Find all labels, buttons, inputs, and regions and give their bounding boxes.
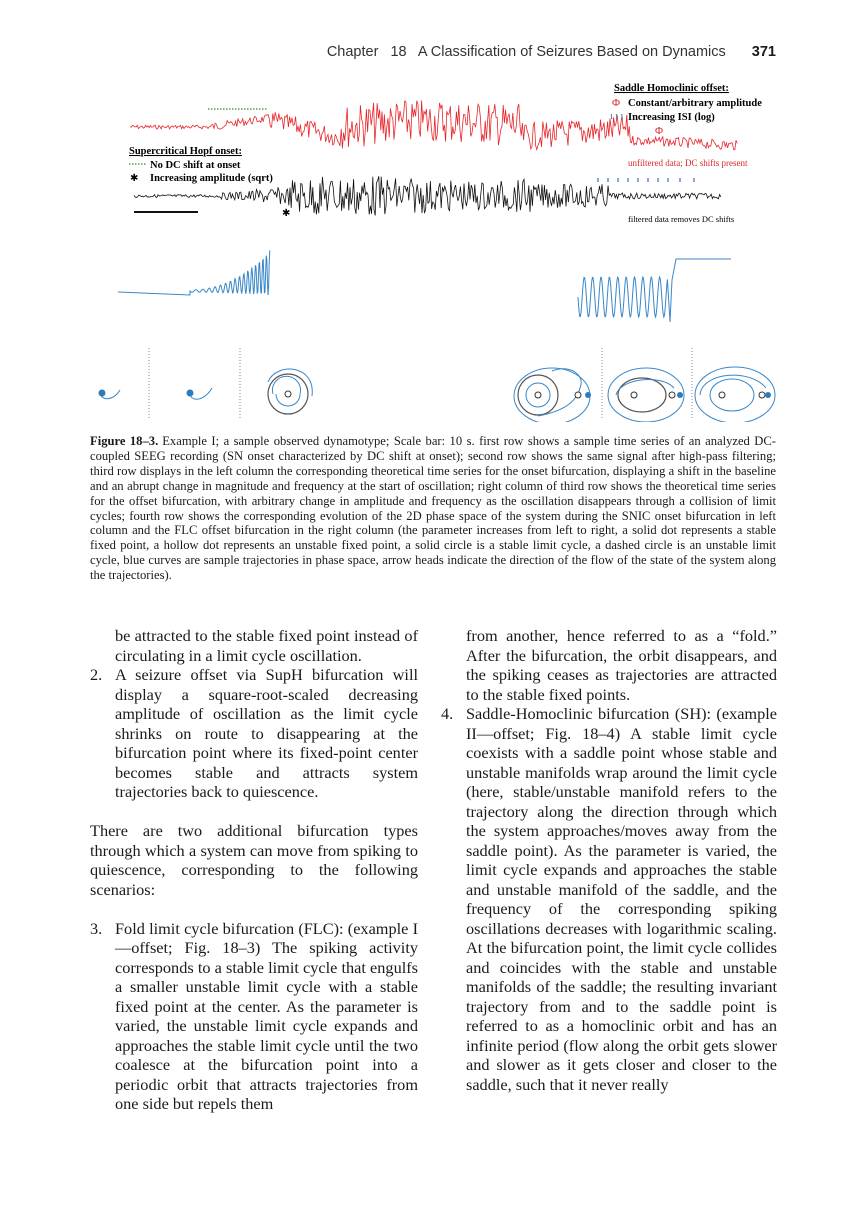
asterisk-marker-2: ✱ (282, 208, 291, 219)
isi-marker: ı ı ı (610, 111, 624, 122)
isi-tick-marks (598, 178, 694, 182)
caption-label: Figure 18–3. (90, 434, 159, 448)
black-note: filtered data removes DC shifts (628, 214, 735, 224)
phase-portrait-3 (268, 369, 312, 414)
phi-marker: Φ (612, 97, 621, 109)
list-number: 4. (441, 704, 454, 723)
list-item-text: Fold limit cycle bifurcation (FLC): (example I—offset; Fig. 18–3) The spiking activity corresponds to a stable limit cycle that engulfs a smaller unstable limit cycle with a stable fixed point at the center. As the parameter is varied, the unstable limit cycle expands and approaches the stable limit cycle until the two coalesce at the bifurcation point into a periodic orbit that attracts trajectories from one side but repels them (115, 918, 418, 1113)
left-column (90, 626, 418, 1114)
offset-theoretical-series (578, 259, 731, 322)
left-legend-title: Supercritical Hopf onset: (129, 146, 242, 157)
list-item-text: A seizure offset via SupH bifurcation will display a square-root-scaled decreasing amplitude of oscillation as the limit cycle shrinks on route to disappearing at the bifurcation point where its fixed-point center becomes stable and attracts system trajectories back to quiescence. (115, 665, 418, 801)
list-item-3 (90, 919, 418, 1114)
list-item-text: Saddle-Homoclinic bifurcation (SH): (example II—offset; Fig. 18–4) A stable limit cycle coexists with a saddle point whose stable and unstable manifolds wrap around the limit cycle (here, stable/unstable manifold refers to the trajectory along the direction through which the system approaches/moves away from the saddle point). As the parameter is varied, the limit cycle expands and approaches the stable and unstable manifold of the saddle, and the frequency of the corresponding spiking oscillations decreases with logarithmic scaling. At the bifurcation point, the limit cycle collides and coincides with the stable and unstable manifolds of the saddle; the resulting invariant trajectory from and to the saddle point is referred to as a homoclinic orbit and has an infinite period (flow along the orbit gets slower and slower as it gets closer and closer to the saddle, such that it never really (466, 704, 777, 1094)
left-legend-item2: Increasing amplitude (sqrt) (150, 173, 273, 184)
phase-portrait-1 (99, 390, 121, 399)
stable-fixed-point (765, 392, 771, 398)
figure-caption (90, 434, 776, 583)
body-paragraph: There are two additional bifurcation types through which a system can move from spiking to quiescence, corresponding to the following scenarios: (90, 821, 418, 899)
unstable-fixed-point (719, 392, 725, 398)
unstable-fixed-point (285, 391, 291, 397)
stable-fixed-point (99, 390, 106, 397)
phi-marker-2: Φ (655, 125, 664, 137)
left-legend-item1: No DC shift at onset (150, 160, 241, 171)
continuation-paragraph: be attracted to the stable fixed point instead of circulating in a limit cycle oscillation. (115, 626, 418, 665)
saddle-point (759, 392, 765, 398)
unstable-fixed-point (535, 392, 541, 398)
right-legend-item2: Increasing ISI (log) (628, 112, 715, 123)
right-legend-item1: Constant/arbitrary amplitude (628, 98, 762, 109)
unstable-fixed-point (631, 392, 637, 398)
continuation-paragraph: from another, hence referred to as a “fold.” After the bifurcation, the orbit disappears, and the spiking ceases as trajectories are attracted to the stable fixed points. (466, 626, 777, 704)
running-header (0, 44, 776, 68)
right-column (441, 626, 777, 1094)
red-note: unfiltered data; DC shifts present (628, 158, 748, 168)
phase-portrait-5 (608, 368, 684, 422)
list-number: 2. (90, 665, 103, 684)
asterisk-marker: ✱ (130, 173, 139, 184)
stable-fixed-point (677, 392, 683, 398)
phase-portrait-4 (514, 368, 591, 422)
right-legend-title: Saddle Homoclinic offset: (614, 83, 729, 94)
chapter-title: Chapter 18 A Classification of Seizures Based on Dynamics (326, 44, 726, 60)
figure-canvas (90, 82, 780, 422)
list-item-4 (441, 704, 777, 1094)
onset-theoretical-series (118, 250, 270, 295)
page-number: 371 (751, 44, 776, 60)
list-number: 3. (90, 918, 103, 938)
figure-18-3 (90, 82, 780, 422)
phase-portrait-6 (695, 367, 775, 422)
list-item-2 (90, 665, 418, 802)
stable-fixed-point (187, 390, 194, 397)
stable-fixed-point (585, 392, 591, 398)
saddle-point (575, 392, 581, 398)
caption-text: Example I; a sample observed dynamotype; Scale bar: 10 s. first row shows a sample time series of an analyzed DC-coupled SEEG recording (SN onset characterized by DC shift at onset); second row shows the same signal after high-pass filtering; third row displays in the left column the corresponding theoretical time series for the onset bifurcation, displaying a shift in the baseline and an abrupt change in magnitude and frequency at the start of oscillation; right column of third row shows the theoretical time series for the offset bifurcation, with arbitrary change in amplitude and frequency as the oscillation disappears through a collision of limit cycles; fourth row shows the corresponding evolution of the 2D phase space of the system during the SNIC onset bifurcation in left column and the FLC offset bifurcation in the right column (the parameter increases from left to right, a solid dot represents a stable fixed point, a hollow dot represents an unstable fixed point, a solid circle is a stable limit cycle, a dashed circle is an unstable limit cycle, blue curves are sample trajectories in phase space, arrow heads indicate the direction of the flow of the state of the system along the trajectories). (90, 434, 776, 583)
phase-portrait-2 (187, 388, 213, 399)
saddle-point (669, 392, 675, 398)
